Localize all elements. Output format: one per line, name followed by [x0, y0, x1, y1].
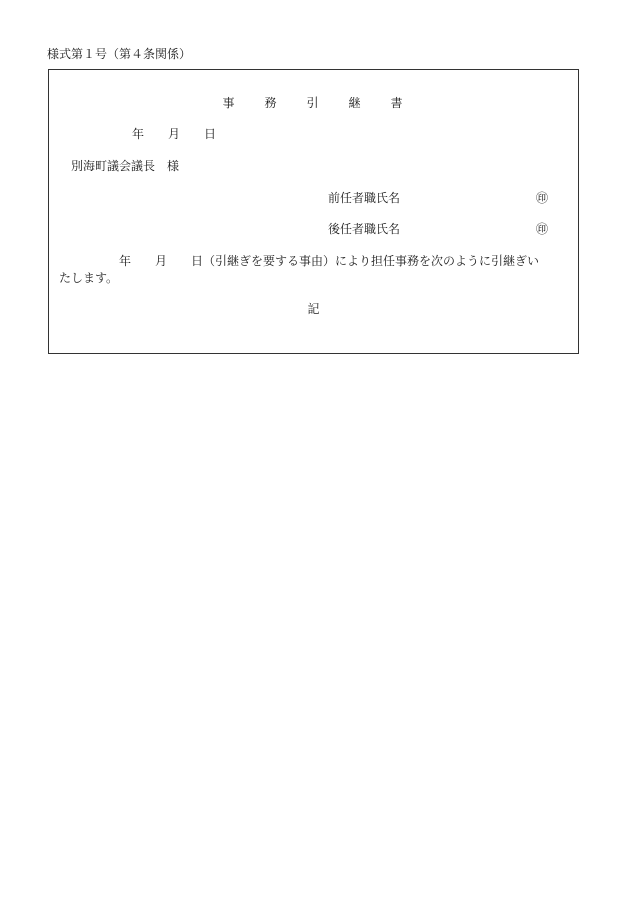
form-number-label: 様式第１号（第４条関係）	[47, 47, 192, 61]
seal-mark-predecessor: ㊞	[536, 191, 549, 205]
ki-heading: 記	[307, 302, 320, 316]
predecessor-name-label: 前任者職氏名	[328, 191, 401, 205]
date-line: 年 月 日	[132, 127, 217, 141]
addressee: 別海町議会議長 様	[71, 159, 180, 173]
handover-form-box	[48, 69, 579, 354]
seal-mark-successor: ㊞	[536, 222, 549, 236]
handover-statement: 年 月 日（引継ぎを要する事由）により担任事務を次のように引継ぎいたします。	[59, 254, 540, 285]
successor-name-label: 後任者職氏名	[328, 222, 401, 236]
document-title: 事 務 引 継 書	[222, 96, 405, 110]
